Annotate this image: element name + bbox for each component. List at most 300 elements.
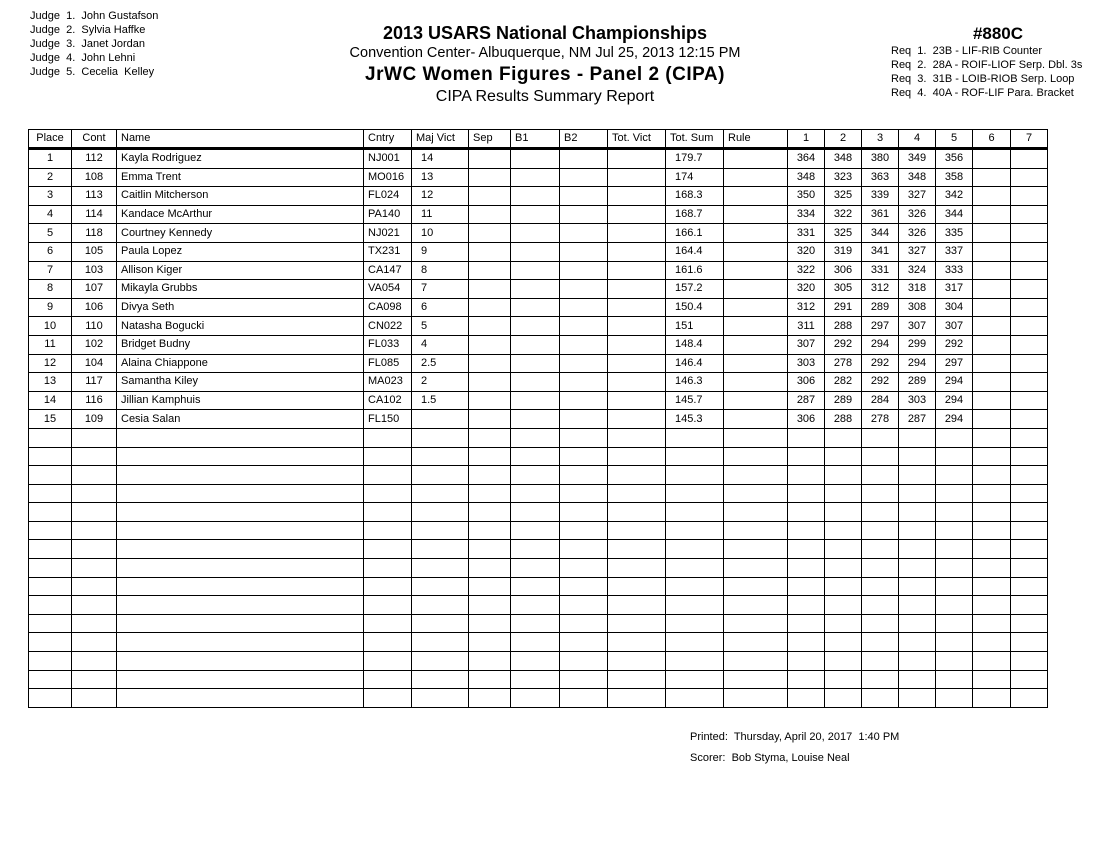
empty-cell bbox=[560, 652, 608, 671]
cell-rule bbox=[724, 187, 788, 206]
empty-cell bbox=[936, 559, 973, 578]
empty-cell bbox=[469, 559, 511, 578]
empty-cell bbox=[29, 652, 72, 671]
cell-judge-7 bbox=[1011, 280, 1048, 299]
scorer-names: Scorer: Bob Styma, Louise Neal bbox=[690, 752, 850, 764]
cell-judge-6 bbox=[973, 149, 1011, 169]
cell-judge-7 bbox=[1011, 168, 1048, 187]
cell-judge-1: 334 bbox=[788, 205, 825, 224]
empty-cell bbox=[788, 521, 825, 540]
cell-rule bbox=[724, 242, 788, 261]
table-row bbox=[29, 205, 1048, 224]
empty-cell bbox=[862, 428, 899, 447]
empty-cell bbox=[724, 521, 788, 540]
cell-judge-5: 356 bbox=[936, 149, 973, 169]
empty-cell bbox=[862, 652, 899, 671]
empty-cell bbox=[724, 652, 788, 671]
cell-judge-7 bbox=[1011, 242, 1048, 261]
empty-cell bbox=[72, 466, 117, 485]
cell-judge-6 bbox=[973, 205, 1011, 224]
cell-judge-3: 278 bbox=[862, 410, 899, 429]
empty-cell bbox=[72, 577, 117, 596]
col-header-cntry: Cntry bbox=[364, 130, 412, 149]
empty-cell bbox=[936, 614, 973, 633]
empty-cell bbox=[412, 484, 469, 503]
empty-cell bbox=[825, 614, 862, 633]
table-row bbox=[29, 187, 1048, 206]
empty-cell bbox=[899, 447, 936, 466]
cell-judge-7 bbox=[1011, 261, 1048, 280]
cell-name: Paula Lopez bbox=[117, 242, 364, 261]
table-row bbox=[29, 335, 1048, 354]
empty-cell bbox=[560, 614, 608, 633]
empty-cell bbox=[469, 670, 511, 689]
empty-cell bbox=[29, 577, 72, 596]
empty-cell bbox=[608, 633, 666, 652]
cell-name: Kayla Rodriguez bbox=[117, 149, 364, 169]
cell-cntry: NJ001 bbox=[364, 149, 412, 169]
cell-judge-5: 292 bbox=[936, 335, 973, 354]
empty-table-row bbox=[29, 559, 1048, 578]
cell-judge-1: 306 bbox=[788, 410, 825, 429]
cell-cont: 108 bbox=[72, 168, 117, 187]
empty-cell bbox=[29, 484, 72, 503]
cell-judge-6 bbox=[973, 373, 1011, 392]
cell-name: Jillian Kamphuis bbox=[117, 391, 364, 410]
requirement-2: Req 2. 28A - ROIF-LIOF Serp. Dbl. 3s bbox=[891, 59, 1083, 71]
cell-name: Cesia Salan bbox=[117, 410, 364, 429]
empty-cell bbox=[469, 652, 511, 671]
cell-tot-sum: 150.4 bbox=[666, 298, 724, 317]
empty-cell bbox=[666, 689, 724, 708]
cell-judge-6 bbox=[973, 168, 1011, 187]
empty-cell bbox=[973, 484, 1011, 503]
cell-judge-2: 289 bbox=[825, 391, 862, 410]
empty-cell bbox=[862, 484, 899, 503]
empty-cell bbox=[899, 559, 936, 578]
cell-cntry: MO016 bbox=[364, 168, 412, 187]
cell-cont: 109 bbox=[72, 410, 117, 429]
empty-cell bbox=[788, 689, 825, 708]
cell-cont: 107 bbox=[72, 280, 117, 299]
cell-judge-5: 333 bbox=[936, 261, 973, 280]
cell-tot-sum: 146.4 bbox=[666, 354, 724, 373]
empty-cell bbox=[72, 633, 117, 652]
cell-tot-sum: 145.3 bbox=[666, 410, 724, 429]
empty-cell bbox=[560, 484, 608, 503]
empty-cell bbox=[825, 484, 862, 503]
empty-cell bbox=[511, 689, 560, 708]
empty-table-row bbox=[29, 521, 1048, 540]
cell-judge-4: 289 bbox=[899, 373, 936, 392]
empty-cell bbox=[29, 540, 72, 559]
empty-cell bbox=[364, 428, 412, 447]
table-row bbox=[29, 261, 1048, 280]
col-header-judge-6: 6 bbox=[973, 130, 1011, 149]
cell-place: 13 bbox=[29, 373, 72, 392]
cell-judge-3: 331 bbox=[862, 261, 899, 280]
empty-cell bbox=[788, 633, 825, 652]
cell-judge-4: 327 bbox=[899, 242, 936, 261]
empty-cell bbox=[72, 521, 117, 540]
cell-judge-7 bbox=[1011, 205, 1048, 224]
empty-cell bbox=[72, 559, 117, 578]
cell-sep bbox=[469, 224, 511, 243]
cell-tot-vict bbox=[608, 373, 666, 392]
cell-cont: 104 bbox=[72, 354, 117, 373]
cell-name: Natasha Bogucki bbox=[117, 317, 364, 336]
cell-place: 14 bbox=[29, 391, 72, 410]
empty-cell bbox=[1011, 484, 1048, 503]
cell-sep bbox=[469, 280, 511, 299]
empty-cell bbox=[825, 596, 862, 615]
empty-cell bbox=[364, 466, 412, 485]
empty-cell bbox=[469, 484, 511, 503]
empty-cell bbox=[412, 540, 469, 559]
cell-judge-4: 303 bbox=[899, 391, 936, 410]
cell-b2 bbox=[560, 298, 608, 317]
cell-name: Courtney Kennedy bbox=[117, 224, 364, 243]
empty-cell bbox=[29, 559, 72, 578]
cell-place: 4 bbox=[29, 205, 72, 224]
empty-cell bbox=[1011, 633, 1048, 652]
empty-cell bbox=[1011, 577, 1048, 596]
col-header-judge-7: 7 bbox=[1011, 130, 1048, 149]
cell-tot-sum: 146.3 bbox=[666, 373, 724, 392]
cell-rule bbox=[724, 298, 788, 317]
empty-cell bbox=[825, 652, 862, 671]
table-row bbox=[29, 410, 1048, 429]
empty-cell bbox=[469, 521, 511, 540]
empty-cell bbox=[364, 540, 412, 559]
cell-judge-4: 326 bbox=[899, 224, 936, 243]
empty-cell bbox=[608, 670, 666, 689]
empty-cell bbox=[560, 521, 608, 540]
cell-cntry: NJ021 bbox=[364, 224, 412, 243]
cell-judge-4: 326 bbox=[899, 205, 936, 224]
empty-cell bbox=[788, 466, 825, 485]
empty-cell bbox=[412, 633, 469, 652]
empty-cell bbox=[511, 633, 560, 652]
cell-b2 bbox=[560, 261, 608, 280]
empty-cell bbox=[608, 521, 666, 540]
empty-cell bbox=[1011, 466, 1048, 485]
empty-cell bbox=[973, 559, 1011, 578]
cell-judge-5: 344 bbox=[936, 205, 973, 224]
cell-judge-1: 322 bbox=[788, 261, 825, 280]
empty-table-row bbox=[29, 652, 1048, 671]
empty-cell bbox=[469, 633, 511, 652]
empty-cell bbox=[72, 540, 117, 559]
cell-tot-vict bbox=[608, 410, 666, 429]
cell-rule bbox=[724, 149, 788, 169]
empty-cell bbox=[788, 596, 825, 615]
empty-cell bbox=[899, 633, 936, 652]
cell-b1 bbox=[511, 317, 560, 336]
cell-sep bbox=[469, 149, 511, 169]
empty-cell bbox=[936, 447, 973, 466]
results-body bbox=[29, 149, 1048, 708]
cell-judge-3: 341 bbox=[862, 242, 899, 261]
judge-4: Judge 4. John Lehni bbox=[30, 52, 136, 64]
col-header-maj-vict: Maj Vict bbox=[412, 130, 469, 149]
empty-cell bbox=[117, 540, 364, 559]
cell-maj-vict: 14 bbox=[412, 149, 469, 169]
empty-cell bbox=[72, 447, 117, 466]
judge-2: Judge 2. Sylvia Haffke bbox=[30, 24, 146, 36]
cell-tot-sum: 166.1 bbox=[666, 224, 724, 243]
cell-judge-5: 304 bbox=[936, 298, 973, 317]
cell-cntry: MA023 bbox=[364, 373, 412, 392]
cell-judge-5: 294 bbox=[936, 373, 973, 392]
empty-cell bbox=[412, 447, 469, 466]
cell-cntry: CA102 bbox=[364, 391, 412, 410]
cell-judge-3: 284 bbox=[862, 391, 899, 410]
cell-judge-2: 278 bbox=[825, 354, 862, 373]
table-header-row bbox=[29, 130, 1048, 149]
empty-table-row bbox=[29, 633, 1048, 652]
cell-maj-vict: 11 bbox=[412, 205, 469, 224]
empty-cell bbox=[788, 652, 825, 671]
cell-b2 bbox=[560, 373, 608, 392]
cell-tot-sum: 151 bbox=[666, 317, 724, 336]
empty-cell bbox=[788, 447, 825, 466]
judge-3: Judge 3. Janet Jordan bbox=[30, 38, 145, 50]
empty-cell bbox=[862, 540, 899, 559]
empty-cell bbox=[862, 633, 899, 652]
empty-cell bbox=[724, 540, 788, 559]
empty-cell bbox=[973, 521, 1011, 540]
cell-maj-vict: 8 bbox=[412, 261, 469, 280]
cell-judge-2: 292 bbox=[825, 335, 862, 354]
cell-b1 bbox=[511, 391, 560, 410]
empty-cell bbox=[973, 447, 1011, 466]
cell-cont: 103 bbox=[72, 261, 117, 280]
empty-cell bbox=[788, 503, 825, 522]
empty-cell bbox=[29, 670, 72, 689]
empty-cell bbox=[899, 428, 936, 447]
empty-cell bbox=[825, 633, 862, 652]
cell-judge-2: 325 bbox=[825, 187, 862, 206]
cell-tot-sum: 148.4 bbox=[666, 335, 724, 354]
cell-place: 11 bbox=[29, 335, 72, 354]
cell-b2 bbox=[560, 280, 608, 299]
cell-b2 bbox=[560, 224, 608, 243]
cell-b2 bbox=[560, 410, 608, 429]
col-header-name: Name bbox=[117, 130, 364, 149]
requirement-4: Req 4. 40A - ROF-LIF Para. Bracket bbox=[891, 87, 1074, 99]
cell-judge-1: 287 bbox=[788, 391, 825, 410]
empty-cell bbox=[560, 447, 608, 466]
cell-tot-vict bbox=[608, 149, 666, 169]
empty-cell bbox=[825, 670, 862, 689]
cell-tot-vict bbox=[608, 298, 666, 317]
cell-sep bbox=[469, 298, 511, 317]
empty-cell bbox=[666, 447, 724, 466]
empty-cell bbox=[364, 652, 412, 671]
results-table bbox=[28, 129, 1048, 708]
cell-judge-1: 307 bbox=[788, 335, 825, 354]
empty-cell bbox=[560, 633, 608, 652]
empty-cell bbox=[899, 521, 936, 540]
cell-maj-vict: 2.5 bbox=[412, 354, 469, 373]
cell-place: 1 bbox=[29, 149, 72, 169]
empty-cell bbox=[724, 559, 788, 578]
cell-name: Emma Trent bbox=[117, 168, 364, 187]
cell-sep bbox=[469, 410, 511, 429]
cell-judge-2: 305 bbox=[825, 280, 862, 299]
empty-table-row bbox=[29, 503, 1048, 522]
empty-cell bbox=[469, 596, 511, 615]
empty-cell bbox=[666, 596, 724, 615]
cell-judge-5: 297 bbox=[936, 354, 973, 373]
cell-judge-2: 323 bbox=[825, 168, 862, 187]
cell-maj-vict: 10 bbox=[412, 224, 469, 243]
empty-cell bbox=[608, 577, 666, 596]
cell-judge-3: 344 bbox=[862, 224, 899, 243]
empty-cell bbox=[724, 633, 788, 652]
cell-b1 bbox=[511, 205, 560, 224]
col-header-place: Place bbox=[29, 130, 72, 149]
event-code: #880C bbox=[972, 24, 1024, 43]
empty-cell bbox=[788, 614, 825, 633]
empty-cell bbox=[511, 540, 560, 559]
empty-cell bbox=[666, 577, 724, 596]
table-row bbox=[29, 149, 1048, 169]
table-row bbox=[29, 224, 1048, 243]
empty-cell bbox=[973, 596, 1011, 615]
cell-cont: 113 bbox=[72, 187, 117, 206]
empty-cell bbox=[862, 577, 899, 596]
cell-name: Kandace McArthur bbox=[117, 205, 364, 224]
cell-name: Divya Seth bbox=[117, 298, 364, 317]
empty-cell bbox=[560, 559, 608, 578]
cell-b1 bbox=[511, 224, 560, 243]
empty-cell bbox=[1011, 652, 1048, 671]
empty-cell bbox=[117, 577, 364, 596]
empty-cell bbox=[825, 428, 862, 447]
table-row bbox=[29, 168, 1048, 187]
cell-judge-6 bbox=[973, 391, 1011, 410]
empty-cell bbox=[469, 689, 511, 708]
empty-cell bbox=[364, 447, 412, 466]
empty-cell bbox=[608, 503, 666, 522]
cell-cont: 117 bbox=[72, 373, 117, 392]
cell-b2 bbox=[560, 335, 608, 354]
cell-cntry: PA140 bbox=[364, 205, 412, 224]
empty-cell bbox=[825, 503, 862, 522]
empty-cell bbox=[364, 596, 412, 615]
table-row bbox=[29, 354, 1048, 373]
cell-cntry: CA098 bbox=[364, 298, 412, 317]
empty-cell bbox=[511, 447, 560, 466]
cell-maj-vict: 4 bbox=[412, 335, 469, 354]
empty-cell bbox=[72, 503, 117, 522]
empty-cell bbox=[560, 466, 608, 485]
cell-cont: 114 bbox=[72, 205, 117, 224]
cell-place: 12 bbox=[29, 354, 72, 373]
cell-judge-3: 292 bbox=[862, 354, 899, 373]
cell-sep bbox=[469, 373, 511, 392]
cell-b2 bbox=[560, 187, 608, 206]
empty-cell bbox=[973, 689, 1011, 708]
col-header-tot-vict: Tot. Vict bbox=[608, 130, 666, 149]
cell-judge-7 bbox=[1011, 335, 1048, 354]
cell-tot-sum: 164.4 bbox=[666, 242, 724, 261]
cell-maj-vict: 5 bbox=[412, 317, 469, 336]
cell-judge-1: 320 bbox=[788, 242, 825, 261]
empty-cell bbox=[1011, 596, 1048, 615]
cell-judge-7 bbox=[1011, 410, 1048, 429]
cell-judge-6 bbox=[973, 242, 1011, 261]
empty-cell bbox=[899, 670, 936, 689]
empty-cell bbox=[1011, 540, 1048, 559]
empty-cell bbox=[117, 466, 364, 485]
cell-judge-3: 289 bbox=[862, 298, 899, 317]
empty-cell bbox=[412, 614, 469, 633]
empty-cell bbox=[936, 670, 973, 689]
empty-cell bbox=[117, 614, 364, 633]
cell-judge-5: 294 bbox=[936, 410, 973, 429]
cell-judge-7 bbox=[1011, 354, 1048, 373]
empty-table-row bbox=[29, 466, 1048, 485]
empty-cell bbox=[72, 689, 117, 708]
cell-place: 2 bbox=[29, 168, 72, 187]
cell-sep bbox=[469, 391, 511, 410]
empty-cell bbox=[666, 540, 724, 559]
cell-place: 10 bbox=[29, 317, 72, 336]
cell-rule bbox=[724, 391, 788, 410]
cell-b1 bbox=[511, 149, 560, 169]
empty-cell bbox=[412, 503, 469, 522]
empty-cell bbox=[862, 447, 899, 466]
cell-sep bbox=[469, 317, 511, 336]
cell-place: 6 bbox=[29, 242, 72, 261]
empty-cell bbox=[29, 447, 72, 466]
cell-judge-1: 350 bbox=[788, 187, 825, 206]
cell-judge-1: 348 bbox=[788, 168, 825, 187]
cell-judge-7 bbox=[1011, 373, 1048, 392]
cell-sep bbox=[469, 261, 511, 280]
cell-judge-2: 325 bbox=[825, 224, 862, 243]
cell-cntry: CN022 bbox=[364, 317, 412, 336]
cell-maj-vict: 7 bbox=[412, 280, 469, 299]
empty-table-row bbox=[29, 447, 1048, 466]
col-header-cont: Cont bbox=[72, 130, 117, 149]
empty-cell bbox=[862, 503, 899, 522]
cell-judge-6 bbox=[973, 187, 1011, 206]
cell-judge-4: 307 bbox=[899, 317, 936, 336]
cell-judge-6 bbox=[973, 354, 1011, 373]
empty-table-row bbox=[29, 614, 1048, 633]
cell-tot-sum: 161.6 bbox=[666, 261, 724, 280]
empty-cell bbox=[724, 447, 788, 466]
empty-cell bbox=[973, 503, 1011, 522]
empty-cell bbox=[1011, 428, 1048, 447]
empty-cell bbox=[412, 652, 469, 671]
empty-cell bbox=[511, 596, 560, 615]
empty-cell bbox=[666, 503, 724, 522]
cell-cntry: VA054 bbox=[364, 280, 412, 299]
empty-cell bbox=[666, 652, 724, 671]
cell-cntry: FL024 bbox=[364, 187, 412, 206]
cell-rule bbox=[724, 205, 788, 224]
empty-cell bbox=[825, 577, 862, 596]
empty-cell bbox=[117, 652, 364, 671]
empty-cell bbox=[724, 484, 788, 503]
cell-judge-7 bbox=[1011, 391, 1048, 410]
cell-cont: 112 bbox=[72, 149, 117, 169]
